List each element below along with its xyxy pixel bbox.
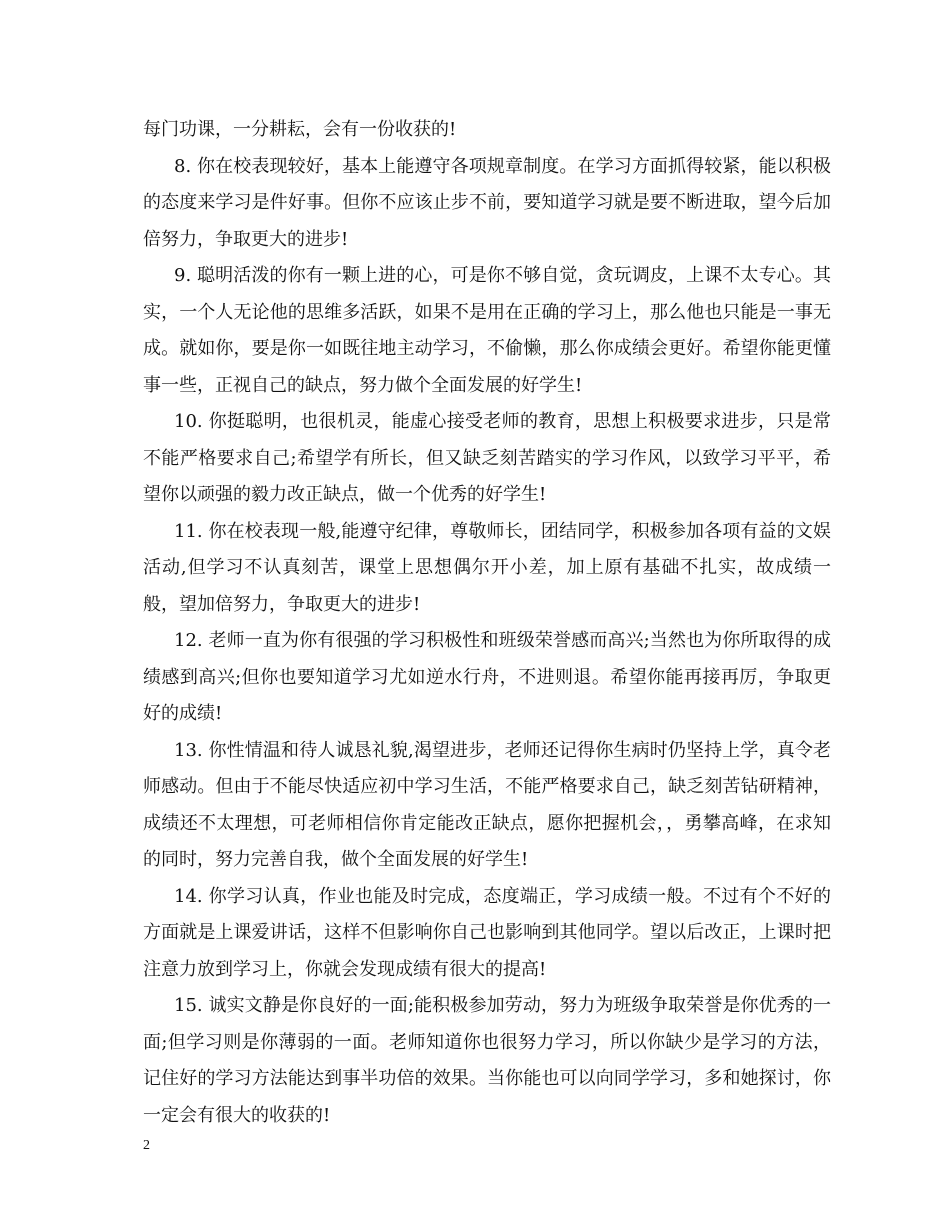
- paragraph-comment-11: 11. 你在校表现一般,能遵守纪律，尊敬师长，团结同学，积极参加各项有益的文娱活动,但学习不认真刻苦，课堂上思想偶尔开小差，加上原有基础不扎实，故成绩一般，望加倍努力，争取更大的进步!: [143, 520, 831, 615]
- paragraph-comment-9: 9. 聪明活泼的你有一颗上进的心，可是你不够自觉，贪玩调皮，上课不太专心。其实，一个人无论他的思维多活跃，如果不是用在正确的学习上，那么他也只能是一事无成。就如你，要是你一如既往地主动学习，不偷懒，那么你成绩会更好。希望你能更懂事一些，正视自己的缺点，努力做个全面发展的好学生!: [143, 265, 831, 396]
- paragraph-comment-12: 12. 老师一直为你有很强的学习积极性和班级荣誉感而高兴;当然也为你所取得的成绩感到高兴;但你也要知道学习尤如逆水行舟，不进则退。希望你能再接再厉，争取更好的成绩!: [143, 630, 831, 724]
- page-number: 2: [143, 1138, 150, 1153]
- paragraph-comment-10: 10. 你挺聪明，也很机灵，能虚心接受老师的教育，思想上积极要求进步，只是常不能严格要求自己;希望学有所长，但又缺乏刻苦踏实的学习作风，以致学习平平，希望你以顽强的毅力改正缺点，做一个优秀的好学生!: [143, 411, 831, 505]
- paragraph-comment-14: 14. 你学习认真，作业也能及时完成，态度端正，学习成绩一般。不过有个不好的方面就是上课爱讲话，这样不但影响你自己也影响到其他同学。望以后改正，上课时把注意力放到学习上，你就会发现成绩有很大的提高!: [143, 885, 831, 980]
- paragraph-comment-15: 15. 诚实文静是你良好的一面;能积极参加劳动，努力为班级争取荣誉是你优秀的一面;但学习则是你薄弱的一面。老师知道你也很努力学习，所以你缺少是学习的方法，记住好的学习方法能达到事半功倍的效果。当你能也可以向同学学习，多和她探讨，你一定会有很大的收获的!: [143, 995, 831, 1126]
- document-body: [143, 112, 831, 1134]
- paragraph-comment-8: 8. 你在校表现较好，基本上能遵守各项规章制度。在学习方面抓得较紧，能以积极的态度来学习是件好事。但你不应该止步不前，要知道学习就是要不断进取，望今后加倍努力，争取更大的进步!: [143, 155, 831, 250]
- paragraph-continuation: 每门功课，一分耕耘，会有一份收获的!: [143, 119, 457, 140]
- paragraph-comment-13: 13. 你性情温和待人诚恳礼貌,渴望进步，老师还记得你生病时仍坚持上学，真令老师感动。但由于不能尽快适应初中学习生活，不能严格要求自己，缺乏刻苦钻研精神，成绩还不太理想，可老师相信你肯定能改正缺点，愿你把握机会，，勇攀高峰，在求知的同时，努力完善自我，做个全面发展的好学生!: [143, 739, 831, 870]
